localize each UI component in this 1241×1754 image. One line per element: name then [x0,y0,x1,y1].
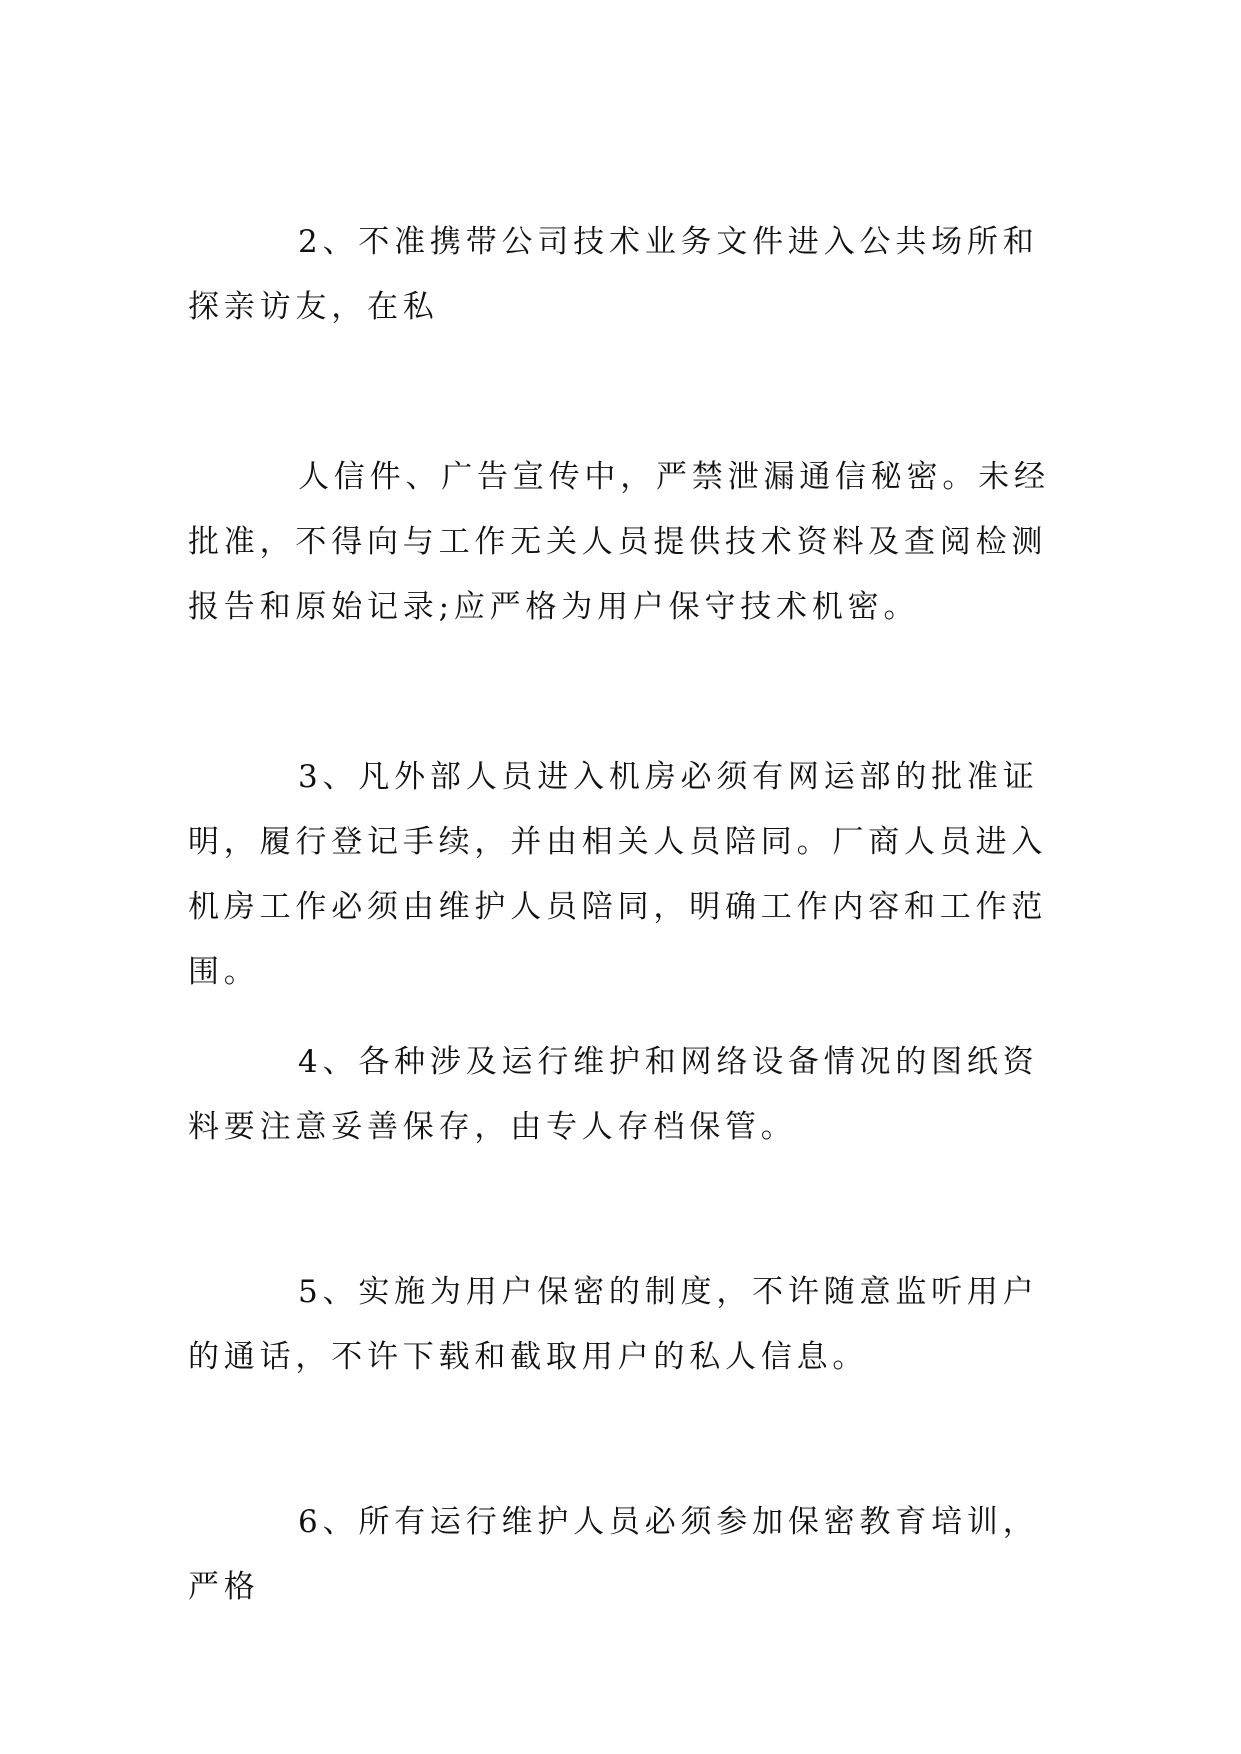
paragraph-item-4: 4、各种涉及运行维护和网络设备情况的图纸资料要注意妥善保存，由专人存档保管。 [188,1044,1039,1145]
paragraph-item-5: 5、实施为用户保密的制度，不许随意监听用户的通话，不许下载和截取用户的私人信息。 [188,1274,1039,1375]
paragraph-item-6: 6、所有运行维护人员必须参加保密教育培训，严格 [188,1504,1039,1605]
paragraph-item-3: 3、凡外部人员进入机房必须有网运部的批准证明，履行登记手续，并由相关人员陪同。厂商人员进入机房工作必须由维护人员陪同，明确工作内容和工作范围。 [188,759,1048,990]
paragraph-item-2: 2、不准携带公司技术业务文件进入公共场所和探亲访友，在私 [188,224,1039,325]
paragraph-continuation: 人信件、广告宣传中，严禁泄漏通信秘密。未经批准，不得向与工作无关人员提供技术资料及查阅检测报告和原始记录;应严格为用户保守技术机密。 [188,459,1050,625]
